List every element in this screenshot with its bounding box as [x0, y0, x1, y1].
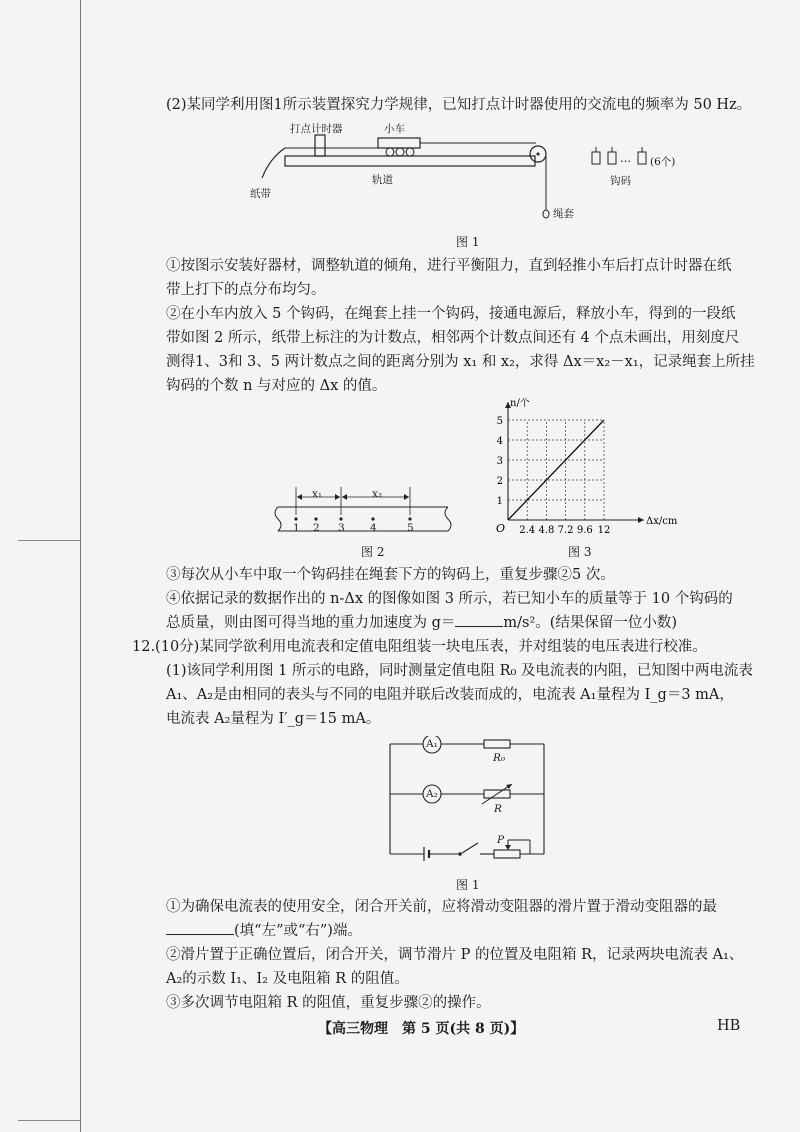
fig1-caption: 图 1 — [456, 235, 480, 249]
label-a1: A₁ — [426, 738, 438, 750]
weights-icon — [592, 147, 646, 165]
origin-label: O — [496, 522, 506, 535]
label-tape: 纸带 — [250, 188, 271, 200]
fig3-chart — [470, 398, 690, 543]
answer-blank-g[interactable] — [455, 614, 503, 627]
q12-p1-line1: (1)该同学利用图 1 所示的电路，同时测量定值电阻 R₀ 及电流表的内阻，已知图中两电流表 — [166, 663, 753, 679]
y-tick-label: 4 — [496, 436, 503, 447]
y-tick-label: 2 — [496, 476, 503, 487]
point-label: 2 — [313, 522, 320, 534]
q12-header: 12.(10分)某同学欲利用电流表和定值电阻组装一块电压表，并对组装的电压表进行校准。 — [132, 639, 707, 655]
svg-text:…: … — [620, 152, 631, 165]
x-tick-label: 2.4 — [519, 525, 536, 536]
label-track: 轨道 — [372, 174, 393, 186]
label-a2: A₂ — [426, 788, 438, 800]
label-r: R — [494, 803, 502, 815]
q11-step2-line4: 钩码的个数 n 与对应的 Δx 的值。 — [166, 378, 387, 394]
point-label: 1 — [293, 522, 300, 534]
label-weights: 钩码 — [610, 175, 631, 187]
page-code: HB — [717, 1018, 741, 1034]
switch-icon — [462, 843, 478, 853]
y-tick-label: 5 — [496, 416, 503, 427]
page-footer: 【高三物理 第 5 页(共 8 页)】 — [318, 1021, 525, 1037]
x-tick-label: 4.8 — [538, 525, 555, 536]
q12-p1-line3: 电流表 A₂量程为 I′_g＝15 mA。 — [166, 711, 381, 727]
y-tick-label: 1 — [496, 496, 503, 507]
q11-step2-line3: 测得1、3和 3、5 两计数点之间的距离分别为 x₁ 和 x₂，求得 Δx＝x₂－x₁，记录绳套上所挂 — [166, 354, 755, 370]
label-weights-count: (6个) — [650, 156, 676, 168]
label-rope: 绳套 — [553, 208, 574, 220]
binding-margin-line — [80, 0, 81, 1132]
circuit-diagram — [380, 736, 560, 864]
resistor-r0-icon — [484, 740, 510, 748]
margin-tick — [18, 1120, 80, 1121]
label-cart: 小车 — [384, 123, 405, 135]
q12-s1-line2-text: (填“左”或“右”)端。 — [234, 923, 362, 939]
q11-step2-line1: ②在小车内放入 5 个钩码，在绳套上挂一个钩码，接通电源后，释放小车，得到的一段纸 — [166, 306, 736, 322]
q12-s1-line1: ①为确保电流表的使用安全，闭合开关前，应将滑动变阻器的滑片置于滑动变阻器的最 — [166, 899, 717, 915]
q11-step1-line2: 带上打下的点分布均匀。 — [166, 282, 326, 298]
q12-s3: ③多次调节电阻箱 R 的阻值，重复步骤②的操作。 — [166, 995, 491, 1011]
x1-label: x₁ — [312, 488, 323, 500]
q12-p1-line2: A₁、A₂是由相同的表头与不同的电阻并联后改装而成的，电流表 A₁量程为 I_g＝3 mA， — [166, 687, 734, 703]
point-label: 4 — [370, 522, 377, 534]
q11-step4-line2 — [166, 614, 677, 632]
margin-tick — [18, 540, 80, 541]
q11-step1-line1: ①按图示安装好器材，调整轨道的倾角，进行平衡阻力，直到轻推小车后打点计时器在纸 — [166, 258, 732, 274]
track — [285, 156, 535, 166]
x-tick-label: 12 — [597, 525, 611, 536]
point-label: 5 — [407, 522, 414, 534]
q11-intro: (2)某同学利用图1所示装置探究力学规律，已知打点计时器使用的交流电的频率为 50 Hz。 — [166, 97, 752, 113]
timer-icon — [315, 135, 325, 156]
series-line — [508, 420, 604, 520]
circuit-caption: 图 1 — [456, 878, 480, 892]
label-p: P — [497, 834, 505, 846]
answer-blank-end[interactable] — [166, 922, 234, 935]
rope-loop-icon — [543, 210, 549, 218]
q11-step2-line2: 带如图 2 所示，纸带上标注的为计数点，相邻两个计数点间还有 4 个点未画出，用刻度尺 — [166, 330, 740, 346]
label-timer: 打点计时器 — [290, 123, 343, 135]
q11-step4-line2-b: m/s²。(结果保留一位小数) — [503, 615, 678, 631]
fig2-caption: 图 2 — [361, 545, 385, 559]
y-axis-label: n/个 — [510, 398, 530, 409]
x-axis-arrow — [638, 517, 644, 523]
point-label: 3 — [338, 522, 345, 534]
fig3-caption: 图 3 — [568, 545, 592, 559]
q11-step4-line2-a: 总质量，则由图可得当地的重力加速度为 g＝ — [166, 615, 456, 631]
q12-s1-line2 — [166, 922, 362, 940]
label-r0: R₀ — [493, 752, 506, 764]
y-tick-label: 3 — [496, 456, 503, 467]
x2-label: x₂ — [372, 488, 383, 500]
q12-s2-line1: ②滑片置于正确位置后，闭合开关，调节滑片 P 的位置及电阻箱 R，记录两块电流表 A₁、 — [166, 947, 744, 963]
x-tick-label: 7.2 — [557, 525, 574, 536]
rheostat-icon — [494, 850, 520, 858]
x-tick-label: 9.6 — [576, 525, 593, 536]
cart-icon — [378, 138, 420, 148]
q11-step3: ③每次从小车中取一个钩码挂在绳套下方的钩码上，重复步骤②5 次。 — [166, 567, 615, 583]
x-axis-label: Δx/cm — [646, 516, 678, 527]
tape-line — [262, 148, 300, 178]
q12-s2-line2: A₂的示数 I₁、I₂ 及电阻箱 R 的阻值。 — [166, 971, 409, 987]
q11-step4-line1: ④依据记录的数据作出的 n-Δx 的图像如图 3 所示，若已知小车的质量等于 10 个钩码的 — [166, 591, 733, 607]
